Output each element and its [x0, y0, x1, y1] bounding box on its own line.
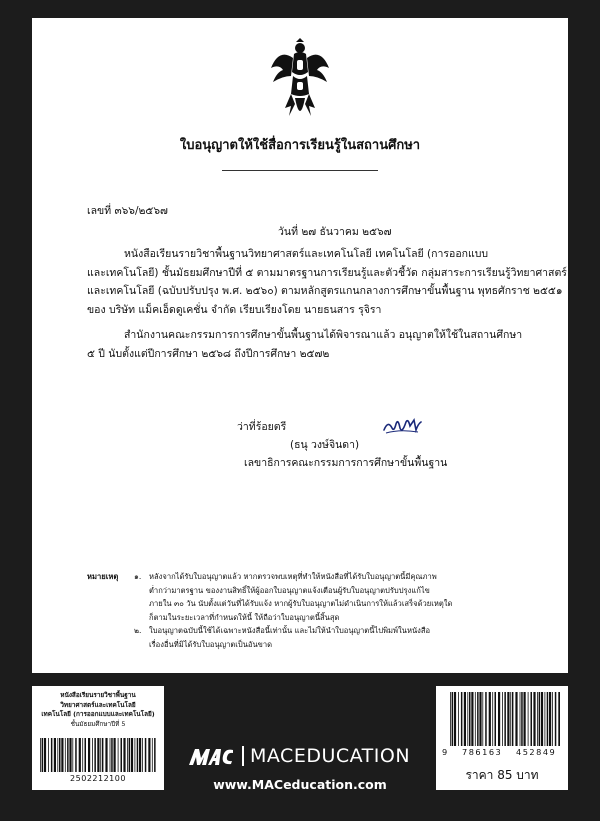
barcode-bar — [61, 738, 63, 772]
paragraph-1-line: ของ บริษัท แม็คเอ็ดดูเคชั่น จำกัด เรียบเรียงโดย นายธนสาร รุจิรา — [87, 303, 382, 316]
barcode-bar — [42, 738, 44, 772]
isbn-lead-digit: 9 — [442, 747, 448, 757]
barcode-bar — [121, 738, 123, 772]
publisher-brand — [188, 744, 418, 768]
barcode-bar — [507, 692, 509, 746]
barcode-bar — [111, 738, 113, 772]
isbn-box — [436, 686, 568, 790]
permit-title: ใบอนุญาตให้ใช้สื่อการเรียนรู้ในสถานศึกษา — [179, 138, 421, 153]
book-label-line: ชั้นมัธยมศึกษาปีที่ 5 — [70, 719, 126, 728]
paragraph-1-line: และเทคโนโลยี (ฉบับปรับปรุง พ.ศ. ๒๕๖๐) ตามหลักสูตรแกนกลางการศึกษาขั้นพื้นฐาน พุทธศักราช ๒๕๕๑ — [87, 285, 563, 297]
note-1-line: ก็ตามในระยะเวลาที่กำหนดให้นี้ ให้ถือว่าใบอนุญาตนี้สิ้นสุด — [149, 612, 340, 622]
note-2-line: เรื่องอื่นที่มิได้รับใบอนุญาตเป็นอันขาด — [149, 639, 273, 649]
barcode-bar — [539, 692, 541, 746]
book-price: ราคา 85 บาท — [465, 768, 539, 782]
note-2 — [149, 624, 430, 651]
barcode-bar — [458, 692, 459, 746]
barcode-bar — [79, 738, 81, 772]
garuda-emblem-icon — [269, 38, 331, 124]
isbn-barcode — [450, 692, 560, 746]
barcode-bar — [139, 738, 141, 772]
barcode-bar — [461, 692, 463, 746]
book-label-box — [32, 686, 164, 790]
barcode-bar — [482, 692, 483, 746]
barcode-bar — [69, 738, 71, 772]
barcode-bar — [145, 738, 147, 772]
mac-logo-icon — [188, 746, 234, 766]
book-label-line: หนังสือเรียนรายวิชาพื้นฐาน — [60, 691, 136, 699]
barcode-bar — [152, 738, 153, 772]
barcode-bar — [51, 738, 53, 772]
brand-name: MACEDUCATION — [250, 745, 411, 767]
barcode-bar — [114, 738, 116, 772]
barcode-bar — [495, 692, 497, 746]
barcode-bar — [94, 738, 96, 772]
barcode-bar — [127, 738, 128, 772]
barcode-bar — [110, 738, 111, 772]
book-code: 2502212100 — [70, 774, 126, 783]
barcode-bar — [502, 692, 503, 746]
barcode-bar — [118, 738, 119, 772]
barcode-bar — [549, 692, 551, 746]
barcode-bar — [65, 738, 66, 772]
barcode-bar — [510, 692, 511, 746]
reference-number: เลขที่ ๓๖๖/๒๕๖๗ — [87, 205, 168, 217]
barcode-bar — [515, 692, 517, 746]
barcode-bar — [552, 692, 553, 746]
signer-position: เลขาธิการคณะกรรมการการศึกษาขั้นพื้นฐาน — [244, 457, 448, 469]
barcode-bar — [88, 738, 90, 772]
barcode-bar — [129, 738, 131, 772]
body-paragraph-2 — [87, 326, 522, 363]
barcode-bar — [44, 738, 46, 772]
barcode-bar — [452, 692, 454, 746]
paragraph-2-line: ๕ ปี นับตั้งแต่ปีการศึกษา ๒๕๖๘ ถึงปีการศึกษา ๒๕๗๒ — [87, 347, 330, 360]
barcode-bar — [97, 738, 99, 772]
barcode-bar — [464, 692, 466, 746]
barcode-bar — [123, 738, 125, 772]
paragraph-1-line: และเทคโนโลยี) ชั้นมัธยมศึกษาปีที่ ๕ ตามมาตรฐานการเรียนรู้และตัวชี้วัด กลุ่มสาระการเรียนรู้วิทยาศาสตร์ — [87, 266, 567, 279]
signer-name: (ธนุ วงษ์จินดา) — [290, 439, 360, 451]
barcode-bar — [531, 692, 533, 746]
note-1 — [149, 570, 452, 624]
barcode-bar — [59, 738, 61, 772]
barcode-bar — [547, 692, 549, 746]
title-underline — [222, 170, 378, 171]
barcode-bar — [492, 692, 493, 746]
barcode-bar — [477, 692, 479, 746]
barcode-bar — [471, 692, 473, 746]
barcode-bar — [148, 738, 150, 772]
barcode-bar — [520, 692, 521, 746]
book-label-text — [32, 691, 164, 729]
paragraph-2-line: สำนักงานคณะกรรมการการศึกษาขั้นพื้นฐานได้พิจารณาแล้ว อนุญาตให้ใช้ในสถานศึกษา — [124, 329, 523, 341]
barcode-bar — [504, 692, 506, 746]
barcode-bar — [467, 692, 468, 746]
isbn-group-1: 786163 — [462, 747, 503, 757]
barcode-bar — [555, 692, 557, 746]
closing-title: ว่าที่ร้อยตรี — [237, 421, 287, 433]
barcode-bar — [92, 738, 93, 772]
barcode-bar — [85, 738, 87, 772]
barcode-bar — [102, 738, 104, 772]
barcode-bar — [82, 738, 83, 772]
note-2-line: ใบอนุญาตฉบับนี้ใช้ได้เฉพาะหนังสือนี้เท่านั้น และไม่ให้นำใบอนุญาตนี้ไปพิมพ์ในหนังสือ — [149, 626, 431, 635]
notes-label: หมายเหตุ — [87, 572, 119, 581]
barcode-bar — [485, 692, 487, 746]
barcode-bar — [137, 738, 139, 772]
issue-date: วันที่ ๒๗ ธันวาคม ๒๕๖๗ — [278, 226, 392, 238]
barcode-bar — [512, 692, 514, 746]
note-1-line: หลังจากได้รับใบอนุญาตแล้ว หากตรวจพบเหตุที่ทำให้หนังสือที่ได้รับใบอนุญาตนี้มีคุณภาพ — [149, 572, 437, 581]
barcode-bar — [142, 738, 143, 772]
barcode-bar — [469, 692, 471, 746]
barcode-bar — [105, 738, 107, 772]
brand-separator — [242, 746, 244, 766]
barcode-bar — [537, 692, 538, 746]
barcode-bar — [40, 738, 41, 772]
barcode-bar — [498, 692, 500, 746]
permit-document — [32, 18, 568, 673]
note-2-number: ๒. — [134, 626, 142, 635]
barcode-bar — [67, 738, 69, 772]
barcode-bar — [450, 692, 451, 746]
barcode-bar — [135, 738, 136, 772]
book-code-barcode — [40, 738, 156, 772]
isbn-group-2: 452849 — [516, 747, 557, 757]
publisher-website[interactable]: www.MACeducation.com — [213, 777, 387, 792]
barcode-bar — [475, 692, 476, 746]
note-1-number: ๑. — [134, 572, 142, 581]
barcode-bar — [528, 692, 529, 746]
note-1-line: ภายใน ๓๐ วัน นับตั้งแต่วันที่ได้รับแจ้ง หากผู้รับใบอนุญาตไม่ดำเนินการให้แล้วเสร็จด้วยเหตุใด — [149, 599, 453, 608]
barcode-bar — [57, 738, 58, 772]
barcode-bar — [48, 738, 49, 772]
barcode-bar — [54, 738, 56, 772]
barcode-bar — [533, 692, 535, 746]
barcode-bar — [558, 692, 560, 746]
barcode-bar — [521, 692, 523, 746]
body-paragraph-1 — [87, 245, 567, 319]
barcode-bar — [524, 692, 526, 746]
barcode-bar — [545, 692, 546, 746]
barcode-bar — [489, 692, 491, 746]
book-label-line: เทคโนโลยี (การออกแบบและเทคโนโลยี) — [41, 710, 155, 718]
barcode-bar — [154, 738, 156, 772]
barcode-bar — [75, 738, 77, 772]
book-label-line: วิทยาศาสตร์และเทคโนโลยี — [60, 700, 136, 709]
barcode-bar — [541, 692, 543, 746]
note-1-line: ต่ำกว่ามาตรฐาน ของงานสิทธิ์ให้ผู้ออกใบอนุญาตแจ้งเตือนผู้รับใบอนุญาตปรับปรุงแก้ไข — [149, 585, 430, 595]
signature-mark — [382, 414, 422, 436]
barcode-bar — [131, 738, 133, 772]
paragraph-1-line: หนังสือเรียนรายวิชาพื้นฐานวิทยาศาสตร์และเทคโนโลยี เทคโนโลยี (การออกแบบ — [124, 248, 489, 260]
barcode-bar — [72, 738, 73, 772]
barcode-bar — [479, 692, 481, 746]
barcode-bar — [454, 692, 456, 746]
barcode-bar — [100, 738, 101, 772]
